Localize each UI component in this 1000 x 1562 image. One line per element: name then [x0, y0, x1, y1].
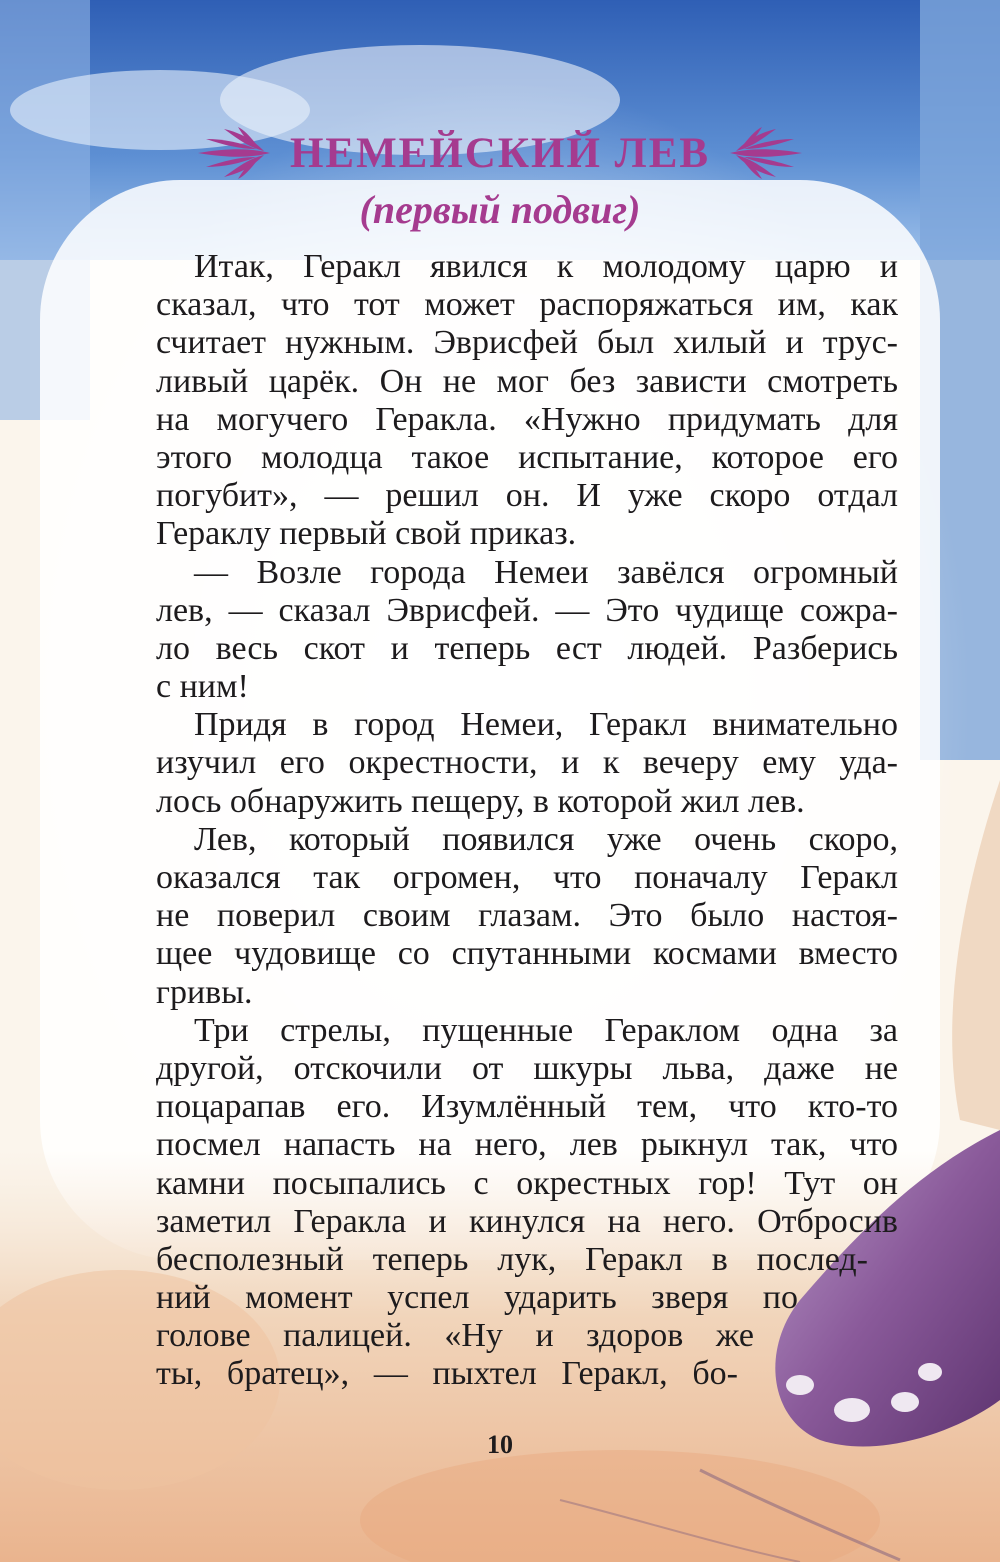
text-line: голове палицей. «Ну и здоров же	[156, 1317, 754, 1355]
text-line: погубит», — решил он. И уже скоро отдал	[156, 477, 898, 515]
text-line: изучил его окрестности, и к вечеру ему уда-	[156, 744, 898, 782]
text-line: считает нужным. Эврисфей был хилый и трус-	[156, 324, 898, 362]
page-number: 10	[487, 1430, 513, 1459]
text-line: не поверил своим глазам. Это было настоя-	[156, 897, 898, 935]
text-line: Придя в город Немеи, Геракл внимательно	[194, 706, 898, 744]
text-line: этого молодца такое испытание, которое его	[156, 438, 898, 476]
chapter-title: НЕМЕЙСКИЙ ЛЕВ	[289, 129, 711, 177]
text-line: камни посыпались с окрестных гор! Тут он	[156, 1164, 898, 1202]
text-line: ливый царёк. Он не мог без зависти смотреть	[156, 362, 898, 400]
text-line: Итак, Геракл явился к молодому царю и	[194, 248, 898, 285]
text-line: заметил Геракла и кинулся на него. Отбросив	[156, 1202, 898, 1240]
text-line: Лев, который появился уже очень скоро,	[194, 820, 898, 858]
right-fan-ornament-icon	[728, 125, 806, 181]
text-line: ло весь скот и теперь ест людей. Разберись	[156, 629, 898, 667]
text-line: щее чудовище со спутанными космами вместо	[156, 935, 898, 973]
text-line: оказался так огромен, что поначалу Геракл	[156, 859, 898, 896]
text-line: бесполезный теперь лук, Геракл в послед-	[156, 1240, 868, 1278]
text-line: с ним!	[156, 668, 249, 706]
text-line: другой, отскочили от шкуры льва, даже не	[156, 1049, 898, 1087]
text-line: поцарапав его. Изумлённый тем, что кто-то	[156, 1088, 898, 1126]
chapter-subtitle: (первый подвиг)	[359, 187, 641, 232]
left-fan-ornament-icon	[194, 125, 272, 181]
text-line: Гераклу первый свой приказ.	[156, 515, 577, 553]
chapter-heading	[0, 118, 1000, 233]
body-text	[156, 248, 898, 1394]
text-line: лось обнаружить пещеру, в которой жил лев.	[156, 782, 805, 820]
text-line: Три стрелы, пущенные Гераклом одна за	[194, 1011, 898, 1049]
text-line: лев, — сказал Эврисфей. — Это чудище сожра-	[156, 591, 898, 629]
text-line: сказал, что тот может распоряжаться им, как	[156, 286, 898, 324]
text-line: ний момент успел ударить зверя по	[156, 1279, 798, 1317]
text-line: гривы.	[156, 973, 253, 1011]
text-line: на могучего Геракла. «Нужно придумать для	[156, 400, 898, 438]
text-line: посмел напасть на него, лев рыкнул так, что	[156, 1126, 898, 1164]
text-line: — Возле города Немеи завёлся огромный	[194, 553, 898, 591]
text-line: ты, братец», — пыхтел Геракл, бо-	[156, 1355, 738, 1393]
